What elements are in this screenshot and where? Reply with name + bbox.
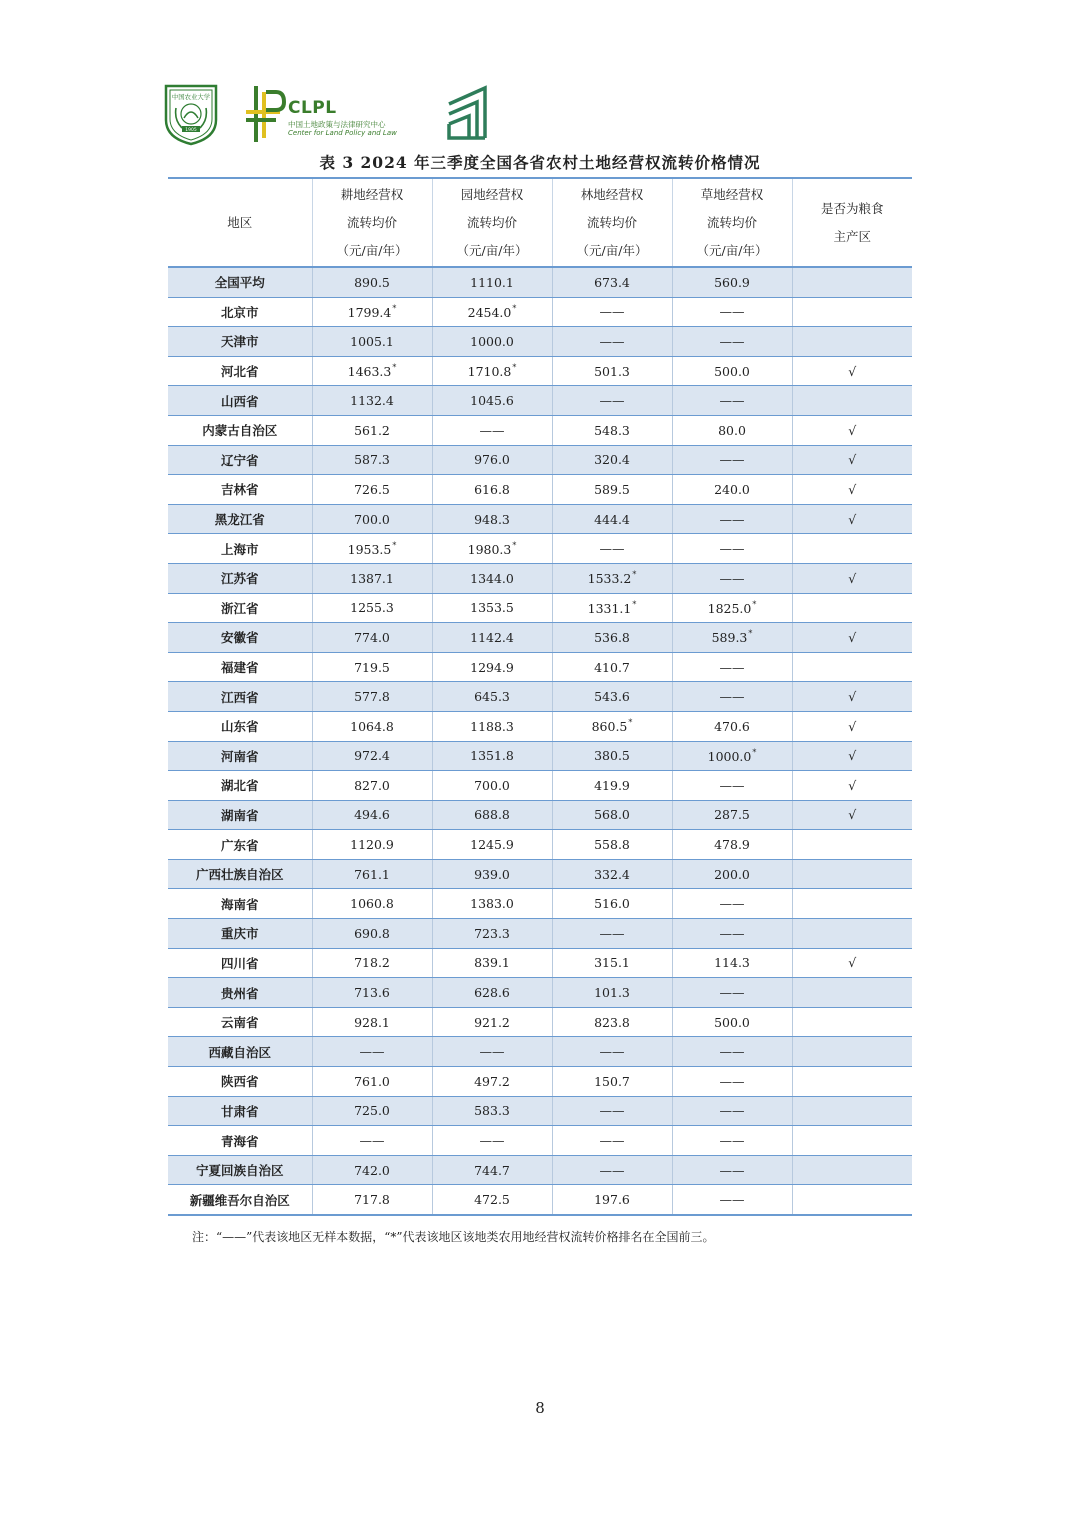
cell-forest: 823.8 [552, 1007, 672, 1037]
cell-region: 山西省 [168, 386, 312, 416]
table-row [168, 711, 912, 741]
cell-grain: √ [792, 415, 912, 445]
cell-grain [792, 534, 912, 564]
cell-orchard: 1353.5 [432, 593, 552, 623]
cell-grain [792, 386, 912, 416]
cell-grain [792, 1185, 912, 1215]
cell-grain: √ [792, 563, 912, 593]
cell-grassland: 500.0 [672, 1007, 792, 1037]
cell-region: 四川省 [168, 948, 312, 978]
cell-forest: 320.4 [552, 445, 672, 475]
table-row [168, 830, 912, 860]
cell-region: 广东省 [168, 830, 312, 860]
header-orchard: 园地经营权 流转均价 （元/亩/年） [432, 178, 552, 267]
cell-grassland: 589.3* [672, 623, 792, 653]
cell-farmland: 1387.1 [312, 563, 432, 593]
cell-grain [792, 267, 912, 297]
cell-orchard: 628.6 [432, 978, 552, 1008]
cell-region: 湖北省 [168, 771, 312, 801]
cell-grassland: —— [672, 978, 792, 1008]
cell-grassland: —— [672, 297, 792, 327]
cell-forest: 860.5* [552, 711, 672, 741]
cell-orchard: 939.0 [432, 859, 552, 889]
cell-grain: √ [792, 682, 912, 712]
cell-orchard: —— [432, 1126, 552, 1156]
cell-forest: —— [552, 1155, 672, 1185]
cell-grassland: —— [672, 1037, 792, 1067]
cell-region: 河南省 [168, 741, 312, 771]
table-row [168, 563, 912, 593]
cell-grassland: 560.9 [672, 267, 792, 297]
cell-farmland: 1799.4* [312, 297, 432, 327]
cell-forest: 332.4 [552, 859, 672, 889]
cell-farmland: 827.0 [312, 771, 432, 801]
cell-forest: 150.7 [552, 1067, 672, 1097]
cell-grain [792, 859, 912, 889]
cell-forest: —— [552, 327, 672, 357]
table-row [168, 889, 912, 919]
cell-orchard: 700.0 [432, 771, 552, 801]
cell-grassland: 1000.0* [672, 741, 792, 771]
table-row [168, 1155, 912, 1185]
cell-farmland: 587.3 [312, 445, 432, 475]
cell-grassland: 200.0 [672, 859, 792, 889]
cell-farmland: —— [312, 1126, 432, 1156]
cell-region: 上海市 [168, 534, 312, 564]
cell-farmland: 1255.3 [312, 593, 432, 623]
table-row [168, 267, 912, 297]
cell-region: 宁夏回族自治区 [168, 1155, 312, 1185]
table-row [168, 652, 912, 682]
table-row [168, 1067, 912, 1097]
cell-farmland: 1463.3* [312, 356, 432, 386]
cell-grassland: —— [672, 1155, 792, 1185]
cell-farmland: 1120.9 [312, 830, 432, 860]
table-row [168, 682, 912, 712]
cell-grassland: 478.9 [672, 830, 792, 860]
cell-farmland: 1953.5* [312, 534, 432, 564]
cell-grain: √ [792, 800, 912, 830]
cell-orchard: 723.3 [432, 919, 552, 949]
cell-orchard: 1142.4 [432, 623, 552, 653]
cell-forest: 419.9 [552, 771, 672, 801]
cell-orchard: 976.0 [432, 445, 552, 475]
cell-grassland: —— [672, 1096, 792, 1126]
table-header-row [168, 178, 912, 267]
cell-forest: —— [552, 1096, 672, 1126]
cell-region: 安徽省 [168, 623, 312, 653]
table-row [168, 1096, 912, 1126]
cell-farmland: 742.0 [312, 1155, 432, 1185]
cell-orchard: 1980.3* [432, 534, 552, 564]
cell-grain: √ [792, 741, 912, 771]
table-row [168, 475, 912, 505]
cell-farmland: 718.2 [312, 948, 432, 978]
table-row [168, 504, 912, 534]
page-number: 8 [535, 1399, 545, 1417]
cell-grain [792, 1155, 912, 1185]
cell-region: 福建省 [168, 652, 312, 682]
cell-region: 甘肃省 [168, 1096, 312, 1126]
cell-grain [792, 593, 912, 623]
cell-grassland: 240.0 [672, 475, 792, 505]
cell-farmland: 1005.1 [312, 327, 432, 357]
table-row [168, 948, 912, 978]
cell-farmland: 726.5 [312, 475, 432, 505]
table-row [168, 741, 912, 771]
header-farmland: 耕地经营权 流转均价 （元/亩/年） [312, 178, 432, 267]
cell-grain [792, 830, 912, 860]
cell-grassland: —— [672, 889, 792, 919]
clpl-cn-name: 中国土地政策与法律研究中心 [288, 120, 386, 129]
cell-forest: —— [552, 1037, 672, 1067]
cell-grain [792, 1126, 912, 1156]
cell-orchard: 921.2 [432, 1007, 552, 1037]
cell-region: 吉林省 [168, 475, 312, 505]
cell-grassland: —— [672, 682, 792, 712]
cell-forest: 673.4 [552, 267, 672, 297]
cell-orchard: 583.3 [432, 1096, 552, 1126]
table-row [168, 386, 912, 416]
header-region: 地区 [168, 178, 312, 267]
cell-region: 青海省 [168, 1126, 312, 1156]
cell-region: 江苏省 [168, 563, 312, 593]
table-row [168, 327, 912, 357]
header-forest: 林地经营权 流转均价 （元/亩/年） [552, 178, 672, 267]
cell-grain: √ [792, 771, 912, 801]
cell-region: 河北省 [168, 356, 312, 386]
cell-orchard: 744.7 [432, 1155, 552, 1185]
building-logo-icon [445, 84, 491, 142]
cell-grain [792, 327, 912, 357]
cell-orchard: 497.2 [432, 1067, 552, 1097]
table-row [168, 415, 912, 445]
cell-forest: 101.3 [552, 978, 672, 1008]
cell-grassland: —— [672, 919, 792, 949]
cell-orchard: 1344.0 [432, 563, 552, 593]
cell-grain [792, 1007, 912, 1037]
table-row [168, 356, 912, 386]
cell-orchard: 2454.0* [432, 297, 552, 327]
cell-forest: —— [552, 1126, 672, 1156]
cell-orchard: 948.3 [432, 504, 552, 534]
cell-grain [792, 889, 912, 919]
cell-farmland: 1064.8 [312, 711, 432, 741]
cell-farmland: 761.0 [312, 1067, 432, 1097]
cell-grassland: —— [672, 386, 792, 416]
cell-grassland: —— [672, 327, 792, 357]
cell-farmland: 1060.8 [312, 889, 432, 919]
cell-orchard: 616.8 [432, 475, 552, 505]
table-note: 注：“——”代表该地区无样本数据，“*”代表该地区该地类农用地经营权流转价格排名在全国前三。 [192, 1230, 715, 1244]
cell-region: 新疆维吾尔自治区 [168, 1185, 312, 1215]
cell-grain [792, 919, 912, 949]
cell-orchard: 1710.8* [432, 356, 552, 386]
cell-grain: √ [792, 356, 912, 386]
table-row [168, 1037, 912, 1067]
cell-orchard: —— [432, 1037, 552, 1067]
cell-farmland: 713.6 [312, 978, 432, 1008]
cell-grain: √ [792, 711, 912, 741]
cell-forest: 1533.2* [552, 563, 672, 593]
cell-region: 北京市 [168, 297, 312, 327]
cell-region: 浙江省 [168, 593, 312, 623]
cell-forest: 536.8 [552, 623, 672, 653]
cell-region: 山东省 [168, 711, 312, 741]
cell-farmland: 725.0 [312, 1096, 432, 1126]
cell-farmland: 774.0 [312, 623, 432, 653]
cell-grain [792, 652, 912, 682]
cell-grassland: —— [672, 1067, 792, 1097]
cell-forest: 410.7 [552, 652, 672, 682]
cell-orchard: 1245.9 [432, 830, 552, 860]
cell-grassland: —— [672, 534, 792, 564]
cell-region: 海南省 [168, 889, 312, 919]
header-grassland: 草地经营权 流转均价 （元/亩/年） [672, 178, 792, 267]
cell-farmland: 577.8 [312, 682, 432, 712]
cell-forest: 543.6 [552, 682, 672, 712]
cell-farmland: 1132.4 [312, 386, 432, 416]
cell-forest: 501.3 [552, 356, 672, 386]
cell-grassland: —— [672, 1126, 792, 1156]
cell-orchard: 839.1 [432, 948, 552, 978]
cell-forest: —— [552, 919, 672, 949]
table-row [168, 1126, 912, 1156]
cell-region: 广西壮族自治区 [168, 859, 312, 889]
cell-grassland: —— [672, 563, 792, 593]
cell-farmland: 700.0 [312, 504, 432, 534]
cell-farmland: —— [312, 1037, 432, 1067]
table-row [168, 800, 912, 830]
cell-grassland: 287.5 [672, 800, 792, 830]
table-row [168, 445, 912, 475]
table-row [168, 919, 912, 949]
cell-forest: 444.4 [552, 504, 672, 534]
cell-grassland: —— [672, 652, 792, 682]
cell-region: 黑龙江省 [168, 504, 312, 534]
cell-region: 云南省 [168, 1007, 312, 1037]
seal-year: 1905 [185, 128, 197, 133]
cell-grain: √ [792, 948, 912, 978]
cell-grain: √ [792, 475, 912, 505]
cell-region: 重庆市 [168, 919, 312, 949]
cell-grain [792, 1037, 912, 1067]
cell-farmland: 719.5 [312, 652, 432, 682]
table-row [168, 771, 912, 801]
cell-region: 陕西省 [168, 1067, 312, 1097]
cell-forest: 548.3 [552, 415, 672, 445]
clpl-name: CLPL [288, 98, 337, 118]
clpl-mark-icon [244, 82, 288, 146]
table-row [168, 623, 912, 653]
cell-farmland: 690.8 [312, 919, 432, 949]
cell-grassland: 80.0 [672, 415, 792, 445]
table-row [168, 859, 912, 889]
cell-forest: 197.6 [552, 1185, 672, 1215]
cell-grassland: —— [672, 771, 792, 801]
cell-farmland: 494.6 [312, 800, 432, 830]
cell-grassland: —— [672, 1185, 792, 1215]
cell-forest: —— [552, 297, 672, 327]
cell-orchard: —— [432, 415, 552, 445]
cell-farmland: 890.5 [312, 267, 432, 297]
cell-grain [792, 978, 912, 1008]
cell-region: 内蒙古自治区 [168, 415, 312, 445]
cell-orchard: 1351.8 [432, 741, 552, 771]
cell-region: 贵州省 [168, 978, 312, 1008]
cell-region: 全国平均 [168, 267, 312, 297]
cell-farmland: 972.4 [312, 741, 432, 771]
cell-orchard: 1383.0 [432, 889, 552, 919]
cell-farmland: 761.1 [312, 859, 432, 889]
cell-forest: 1331.1* [552, 593, 672, 623]
university-seal-icon [162, 82, 220, 146]
cell-forest: 380.5 [552, 741, 672, 771]
clpl-logo [244, 82, 414, 146]
cell-farmland: 717.8 [312, 1185, 432, 1215]
table-row [168, 534, 912, 564]
land-price-table [168, 177, 912, 1216]
cell-grassland: 470.6 [672, 711, 792, 741]
cell-orchard: 472.5 [432, 1185, 552, 1215]
cell-grain [792, 297, 912, 327]
cell-grassland: 500.0 [672, 356, 792, 386]
cell-grain: √ [792, 504, 912, 534]
table-row [168, 1007, 912, 1037]
cell-forest: 589.5 [552, 475, 672, 505]
table-row [168, 978, 912, 1008]
cell-orchard: 1045.6 [432, 386, 552, 416]
cell-region: 天津市 [168, 327, 312, 357]
header-logos [162, 80, 562, 150]
cell-forest: —— [552, 534, 672, 564]
cell-forest: 315.1 [552, 948, 672, 978]
cell-grassland: 114.3 [672, 948, 792, 978]
cell-orchard: 688.8 [432, 800, 552, 830]
clpl-en-name: Center for Land Policy and Law [288, 129, 397, 137]
cell-orchard: 645.3 [432, 682, 552, 712]
table-title: 表 3 2024 年三季度全国各省农村土地经营权流转价格情况 [319, 153, 761, 172]
cell-grassland: —— [672, 445, 792, 475]
cell-orchard: 1110.1 [432, 267, 552, 297]
table-row [168, 297, 912, 327]
cell-region: 辽宁省 [168, 445, 312, 475]
cell-grain: √ [792, 445, 912, 475]
cell-orchard: 1188.3 [432, 711, 552, 741]
table-row [168, 593, 912, 623]
header-grain-area: 是否为粮食 主产区 [792, 178, 912, 267]
cell-forest: 516.0 [552, 889, 672, 919]
cell-orchard: 1000.0 [432, 327, 552, 357]
cell-forest: —— [552, 386, 672, 416]
cell-farmland: 928.1 [312, 1007, 432, 1037]
cell-grain [792, 1096, 912, 1126]
cell-grassland: 1825.0* [672, 593, 792, 623]
cell-farmland: 561.2 [312, 415, 432, 445]
cell-region: 江西省 [168, 682, 312, 712]
table-row [168, 1185, 912, 1215]
cell-region: 湖南省 [168, 800, 312, 830]
cell-grassland: —— [672, 504, 792, 534]
cell-orchard: 1294.9 [432, 652, 552, 682]
cell-forest: 568.0 [552, 800, 672, 830]
seal-text: 中国农业大学 [171, 93, 211, 101]
cell-grain [792, 1067, 912, 1097]
cell-grain: √ [792, 623, 912, 653]
cell-region: 西藏自治区 [168, 1037, 312, 1067]
cell-forest: 558.8 [552, 830, 672, 860]
